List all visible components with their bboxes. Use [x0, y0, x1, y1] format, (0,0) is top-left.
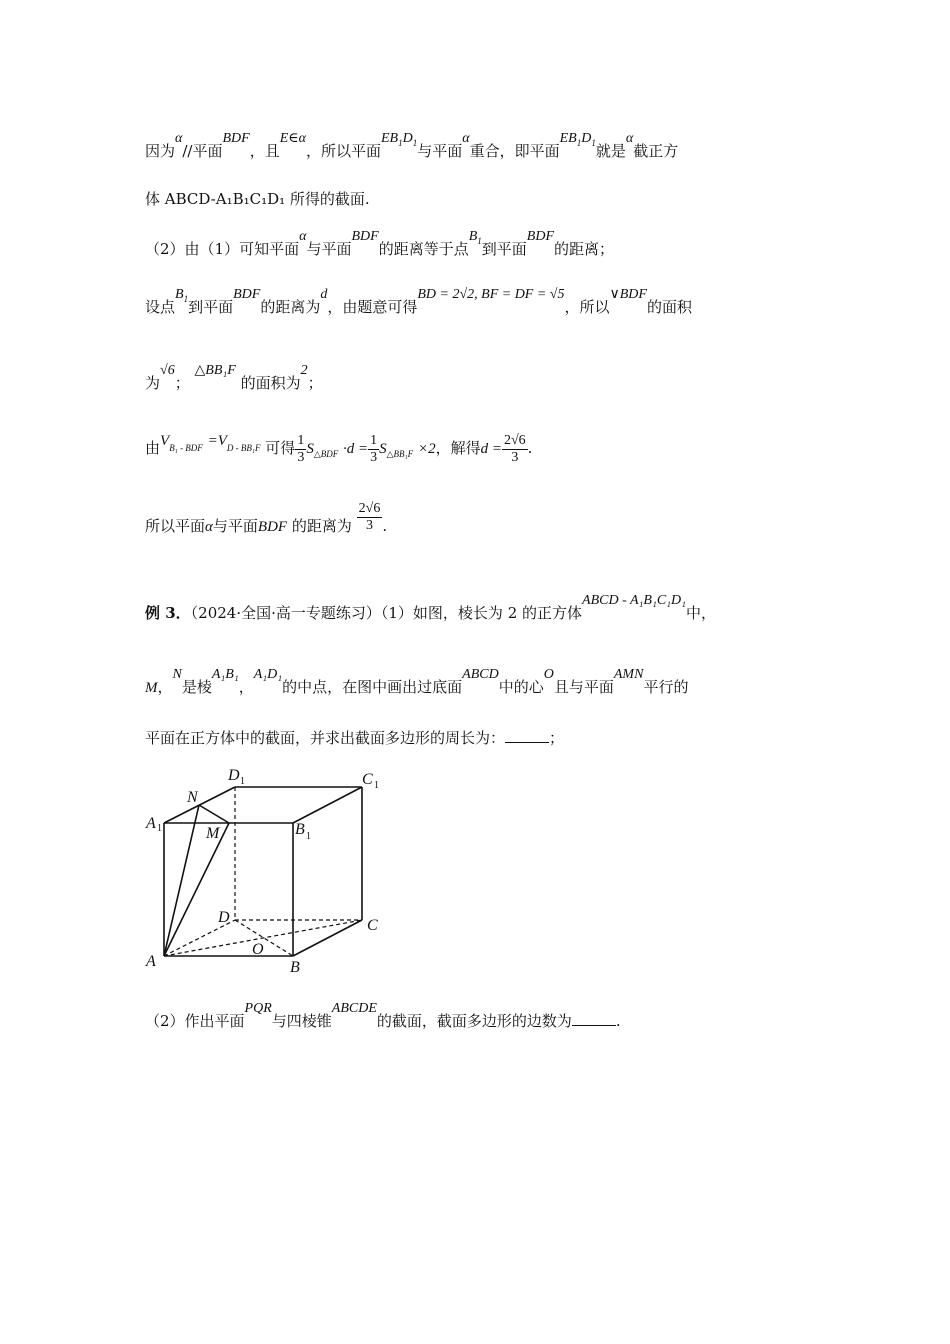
line-an [164, 805, 199, 956]
fraction-one-third: $\frac{1}{3}$ [297, 432, 305, 465]
label-D1: D [228, 767, 240, 784]
cube-figure [140, 760, 400, 980]
para-6: 由$V_{B_1 - BDF} =V_{D - BB_1F}$ 可得 $\frac{1}{3}$ $S_{\triangle BDF} \cdot d$ = $\frac{1}{3}$ $S_{\triangle BB_1F} \times 2$，解得d = $\frac{2√6}{3}$ . [145, 432, 533, 465]
label-B1: B [295, 821, 305, 838]
edge-bc [293, 920, 362, 956]
label-C: C [367, 917, 378, 934]
fraction-result: $\frac{2√6}{3}$ [503, 432, 526, 465]
svg-text:1: 1 [157, 823, 162, 834]
label-O: O [252, 941, 264, 958]
answer-blank[interactable] [505, 742, 549, 743]
svg-text:1: 1 [240, 776, 245, 787]
para-10: 平面在正方体中的截面，并求出截面多边形的周长为： ； [145, 729, 565, 747]
svg-text:1: 1 [306, 831, 311, 842]
fraction-distance: $\frac{2√6}{3}$ [358, 500, 381, 533]
label-N: N [187, 789, 198, 806]
line-am [164, 823, 229, 956]
para-1: 因为α//平面BDF，且E∈α，所以平面$EB_1D_1$与平面α重合，即平面$EB_1D_1$就是α截正方 [145, 131, 679, 160]
svg-text:1: 1 [374, 780, 379, 791]
para-9: M，N是棱A₁B₁，A₁D₁的中点，在图中画出过底面ABCD中的心O且与平面AMN平行的 [145, 667, 689, 696]
para-11: （2）作出平面PQR与四棱锥ABCDE的截面，截面多边形的边数为 . [145, 1001, 621, 1030]
fraction-one-third: $\frac{1}{3}$ [370, 432, 378, 465]
para-7: 所以平面α与平面BDF 的距离为 $\frac{2√6}{3}$ . [145, 500, 388, 535]
label-B: B [290, 959, 300, 976]
label-A1: A [146, 815, 156, 832]
para-5: 为√6； △BB₁F 的面积为2； [145, 363, 323, 392]
para-4: 设点$B_1$到平面BDF的距离为d，由题意可得BD = 2√2, BF = DF = √5，所以∨BDF的面积 [145, 287, 692, 316]
label-A: A [146, 953, 156, 970]
edge-b1c1 [293, 787, 362, 823]
label-C1: C [362, 771, 373, 788]
label-M: M [206, 825, 220, 842]
para-3: （2）由（1）可知平面α与平面BDF的距离等于点$B_1$到平面BDF的距离； [145, 229, 615, 258]
para-2: 体 ABCD-A₁B₁C₁D₁ 所得的截面. [145, 190, 370, 208]
line-mn [199, 805, 229, 823]
answer-blank-2[interactable] [572, 1025, 616, 1026]
example-3-heading: 例 3．（2024·全国·高一专题练习）（1）如图，棱长为 2 的正方体ABCD - A₁B₁C₁D₁中， [145, 593, 717, 622]
label-D: D [218, 909, 230, 926]
